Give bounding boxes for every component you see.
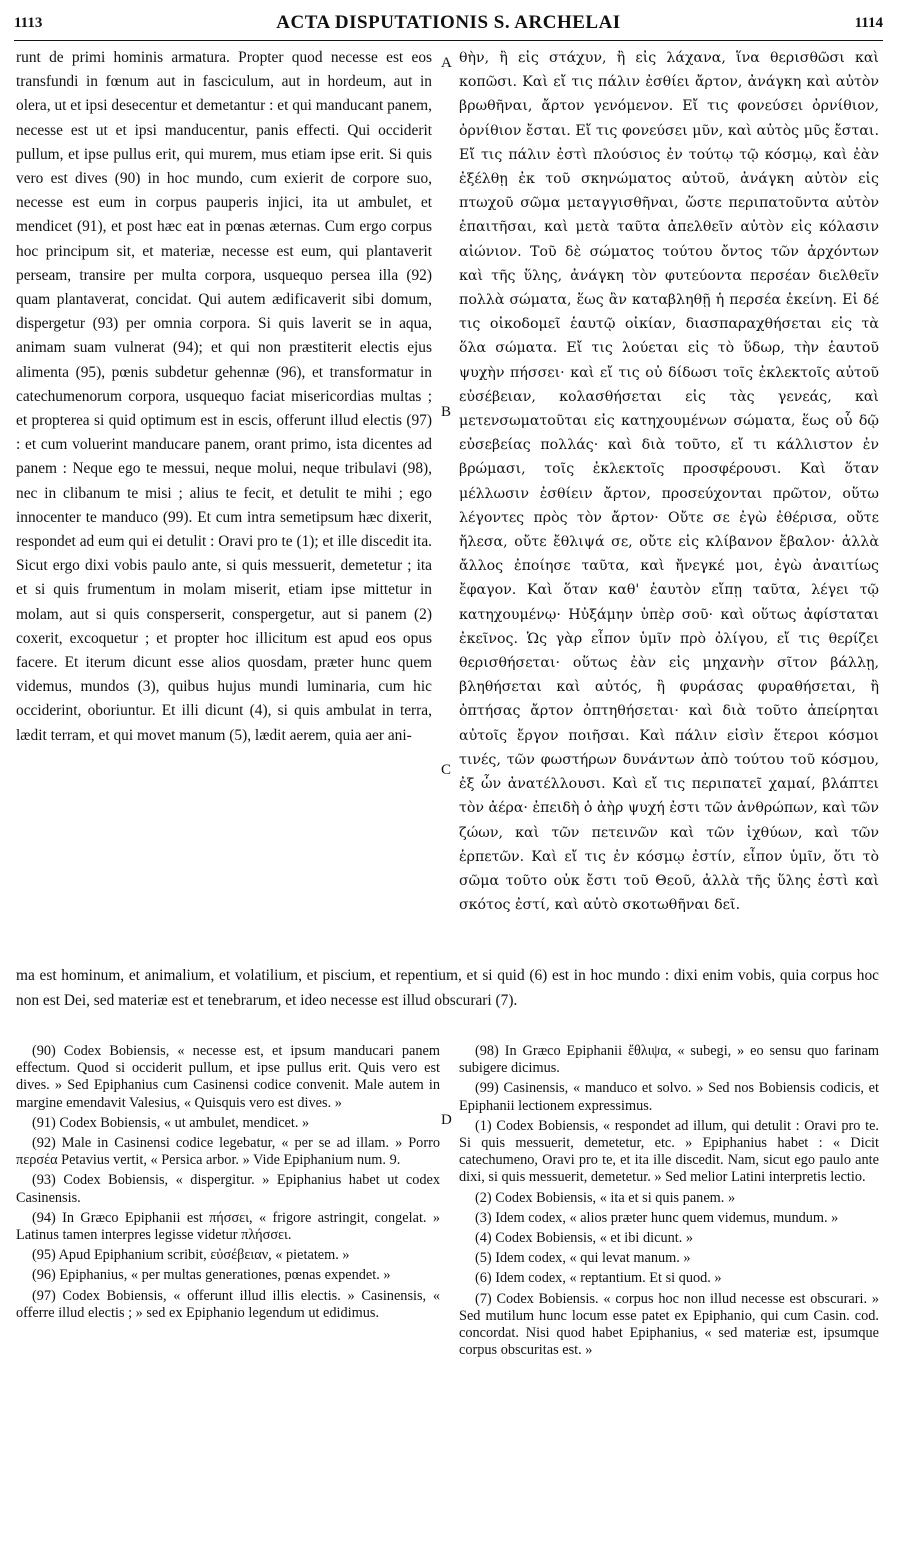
right-page-number: 1114	[854, 14, 883, 31]
footnote: (96) Epiphanius, « per multas generationes, pœnas expendet. »	[32, 1267, 391, 1284]
running-title: ACTA DISPUTATIONIS S. ARCHELAI	[276, 12, 621, 33]
footnote: (6) Idem codex, « reptantium. Et si quod. »	[475, 1270, 722, 1287]
footnote: (94) In Græco Epiphanii est πήσσει, « frigore astringit, congelat. » Latinus tamen interpres legisse videtur πλήσσει.	[16, 1209, 440, 1244]
footnote: (93) Codex Bobiensis, « dispergitur. » Epiphanius habet ut codex Casinensis.	[16, 1172, 440, 1206]
left-page-number: 1113	[14, 14, 43, 31]
footnote: (97) Codex Bobiensis, « offerunt illud illis electis. » Casinensis, « offerre illud electis ; » sed ex Epiphanio legendum ut edidimus.	[16, 1287, 440, 1321]
footnote: (2) Codex Bobiensis, « ita et si quis panem. »	[475, 1189, 736, 1206]
header-rule	[14, 40, 883, 41]
greek-column	[459, 46, 879, 936]
margin-letter-b: B	[441, 404, 452, 420]
footnotes-left	[16, 1043, 440, 1325]
footnote: (5) Idem codex, « qui levat manum. »	[475, 1250, 691, 1267]
footnote: (91) Codex Bobiensis, « ut ambulet, mendicet. »	[32, 1114, 310, 1131]
footnote: (95) Apud Epiphanium scribit, εὐσέβειαν, « pietatem. »	[32, 1247, 350, 1264]
full-width-text: ma est hominum, et animalium, et volatilium, et piscium, et repentium, et si quid (6) est in hoc mundo : dixi enim vobis, quia corpus hoc non est Dei, sed materiæ est et tenebrarum, et ideo necesse est illud obscurari (7).	[16, 967, 879, 1009]
margin-letter-a: A	[441, 55, 452, 71]
page-header	[14, 6, 883, 40]
footnote: (4) Codex Bobiensis, « et ibi dicunt. »	[475, 1230, 694, 1247]
footnote: (90) Codex Bobiensis, « necesse est, et ipsum manducari panem effectum. Quod si occiderit pullum, et ipse pullus erit. Quis vero est dives. » Sed Epiphanius cum Casinensi codice convenit. Male autem in margine emendavit Valesius, « Quisquis vero est dives. »	[16, 1043, 440, 1111]
greek-text: θὴν, ἢ εἰς στάχυν, ἢ εἰς λάχανα, ἵνα θερισθῶσι καὶ κοπῶσι. Καὶ εἴ τις πάλιν ἐσθίει ἄρτον, ἀνάγκη καὶ αὐτὸν βρωθῆναι, ἄρτον γενόμενον. Εἴ τις φονεύσει ὀρνίθιον, ὀρνίθιον ἔσται. Εἴ τις φονεύσει μῦν, καὶ αὐτὸς μῦς ἔσται. Εἴ τις πάλιν ἐστὶ πλούσιος ἐν τούτῳ τῷ κόσμῳ, καὶ ἐὰν ἐξέλθῃ ἐκ τοῦ σκηνώματος αὐτοῦ, ἀνάγκη αὐτὸν εἰς πτωχοῦ σῶμα μεταγγισθῆναι, ὥστε περιπατοῦντα αὐτὸν ἐπαιτῆσαι, καὶ μετὰ ταῦτα ἀπελθεῖν αὐτὸν εἰς κόλασιν αἰώνιον. Τοῦ δὲ σώματος τούτου ὄντος τῶν ἀρχόντων καὶ τῆς ὕλης, ἀνάγκη τὸν φυτεύοντα περσέαν διελθεῖν πολλὰ σώματα, ἕως ἂν καταβληθῇ ἡ περσέα ἐκείνη. Εἰ δέ τις οἰκοδομεῖ ἑαυτῷ οἰκίαν, διασπαραχθήσεται εἰς τὰ ὅλα σώματα. Εἴ τις λούεται εἰς τὸ ὕδωρ, τὴν ἑαυτοῦ ψυχὴν πήσσει· καὶ εἴ τις οὐ δίδωσι τοῖς ἐκλεκτοῖς αὐτοῦ εὐσέβειαν, κολασθήσεται εἰς τὰς γενεάς, καὶ μετενσωματοῦται εἰς κατηχουμένων σώματα, ἕως οὗ δῷ εὐσεβείας πολλάς· καὶ διὰ τοῦτο, εἴ τι κάλλιστον ἐν βρώμασι, τοῖς ἐκλεκτοῖς προσφέρουσι. Καὶ ὅταν μέλλωσιν ἐσθίειν ἄρτον, προσεύχονται πρῶτον, οὕτω λέγοντες πρὸς τὸν ἄρτον· Οὔτε σε ἐγὼ ἐθέρισα, οὔτε ἤλεσα, οὔτε ἔθλιψά σε, οὔτε εἰς κλίβανον ἔβαλον· ἀλλὰ ἄλλος ἐποίησε ταῦτα, καὶ ἤνεγκέ μοι, ἐγὼ ἀναιτίως ἔφαγον. Καὶ ὅταν καθ' ἑαυτὸν εἴπῃ ταῦτα, λέγει τῷ κατηχουμένῳ· Ηὐξάμην ὑπὲρ σοῦ· καὶ οὕτως ἀφίσταται ἐκεῖνος. Ὡς γὰρ εἶπον ὑμῖν πρὸ ὀλίγου, εἴ τις θερίζει θερισθήσεται· οὕτως ἐὰν εἰς μηχανὴν σῖτον βάλλῃ, βληθήσεται καὶ αὐτός, ἢ φυράσας φυραθήσεται, ἢ ὀπτήσας ἄρτον ὀπτηθήσεται· καὶ διὰ τοῦτο ἀπείρηται αὐτοῖς ἔργον ποιῆσαι. Καὶ πάλιν εἰσὶν ἕτεροι κόσμοι τινές, τῶν φωστήρων δυνάντων ἀπὸ τούτου τοῦ κόσμου, ἐξ ὧν ἀνατέλλουσι. Καὶ εἴ τις περιπατεῖ χαμαί, βλάπτει τὸν ἀέρα· ἐπειδὴ ὁ ἀὴρ ψυχή ἐστι τῶν ἀνθρώπων, καὶ τῶν ζώων, καὶ τῶν πετεινῶν καὶ τῶν ἰχθύων, καὶ τῶν ἑρπετῶν. Καὶ εἴ τις ἐν κόσμῳ ἐστίν, εἶπον ὑμῖν, ὅτι τὸ σῶμα τοῦτο οὐκ ἔστι τοῦ Θεοῦ, ἀλλὰ τῆς ὕλης ἐστὶ καὶ σκότος ἐστί, καὶ αὐτὸ σκοτωθῆναι δεῖ.	[459, 50, 879, 914]
margin-letter-c: C	[441, 762, 452, 778]
footnote: (99) Casinensis, « manduco et solvo. » Sed nos Bobiensis codicis, et Epiphanii lectionem expressimus.	[459, 1080, 879, 1114]
latin-text: runt de primi hominis armatura. Propter quod necesse est eos transfundi in fœnum aut in fasciculum, aut in hordeum, aut in olera, ut et ipsi desecentur et demetantur : et qui manducant panem, necesse est ut et ipsi manducentur, panis effecti. Qui occiderit pullum, et ipse pullus erit, qui murem, mus etiam ipse erit. Si quis vero est dives (90) in hoc mundo, cum exierit de corpore suo, necesse est eum in corpus pauperis injici, ita ut ambulet, et mendicet (91), et post hæc eat in pœnas æternas. Cum ergo corpus hoc principum sit, et materiæ, necesse est eum, qui plantaverit perseam, transire per multa corpora, usquequo persea illa (92) quam plantaverat, concidat. Qui autem ædificaverit sibi domum, dispergetur (93) per omnia corpora. Si quis laverit se in aqua, animam suam vulnerat (94); et qui non præstiterit electis ejus alimenta (95), pœnis subdetur gehennæ (96), et transformatur in catechumenorum corpora, usquequo faciat misericordias multas ; et propterea si quid optimum est in escis, offerunt illud electis (97) : et cum voluerint manducare panem, orant primo, ista dicentes ad panem : Neque ego te messui, neque molui, neque tribulavi (98), nec in clibanum te misi ; alius te fecit, et detulit te mihi ; ego innocenter te manduco (99). Et cum intra semetipsum hæc dixerit, respondet ad eum qui ei detulit : Oravi pro te (1); et ille discedit ita. Sicut ergo dixi vobis paulo ante, si quis messuerit, demetetur ; ita et si quis frumentum in molam miserit, etiam ipse mittetur in molam, aut si quis consperserit, conspergetur, aut si panem (2) coxerit, excoquetur ; et propter hoc illicitum est apud eos opus facere. Et iterum dicunt esse alios quosdam, præter hunc quem videmus, mundos (3), quibus hujus mundi luminaria, cum hic occiderint, oboriuntur. Et illi dicunt (4), si quis ambulat in terra, lædit terram, et qui movet manum (5), lædit aerem, quia aer ani-	[16, 49, 432, 744]
footnote: (98) In Græco Epiphanii ἔθλιψα, « subegi, » eo sensu quo farinam subigere dicimus.	[459, 1043, 879, 1077]
footnote: (3) Idem codex, « alios præter hunc quem videmus, mundum. »	[475, 1209, 839, 1226]
footnote: (92) Male in Casinensi codice legebatur, « per se ad illam. » Porro περσέα Petavius vertit, « Persica arbor. » Vide Epiphanium num. 9.	[16, 1135, 440, 1169]
margin-letter-d: D	[441, 1112, 452, 1128]
footnote: (7) Codex Bobiensis. « corpus hoc non illud necesse est obscurari. » Sed mutilum hunc locum esse patet ex Epiphanio, qui cum Casin. cod. concordat. Nisi quod habet Epiphanius, « sed materiæ est, ipsumque corpus obscuritas est. »	[459, 1290, 879, 1359]
latin-column	[16, 46, 432, 936]
footnotes-right	[459, 1043, 879, 1362]
footnote: (1) Codex Bobiensis, « respondet ad illum, qui detulit : Oravi pro te. Si quis messuerit, demetetur, etc. » Epiphanius habet : « Dicit catechumeno, Oravi pro te, et ita ille discedit. Nam, sicut ego paulo ante dixi, si quis messuerit, demetetur. » Sed melior Latini interpretis lectio.	[459, 1117, 879, 1186]
